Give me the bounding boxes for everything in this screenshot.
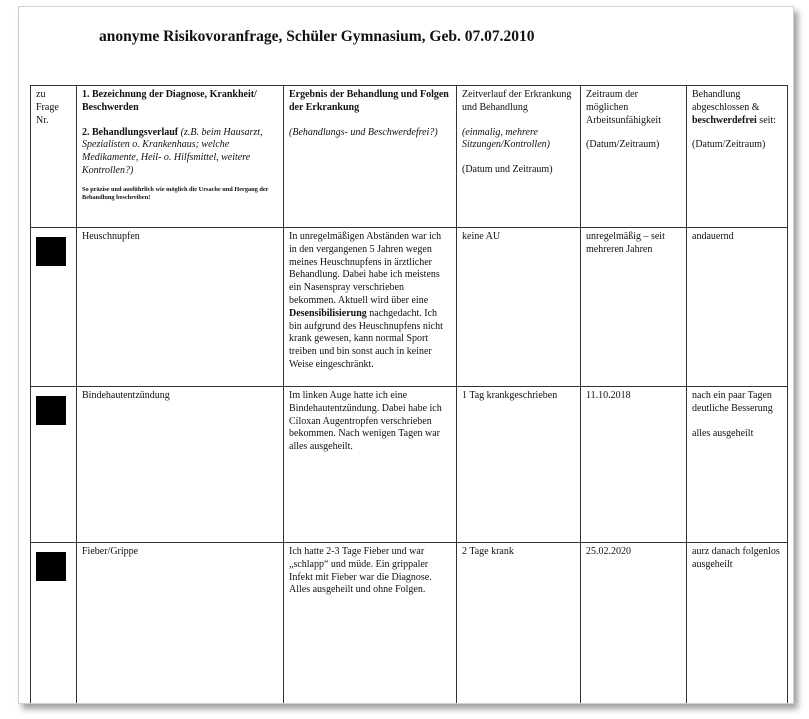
header-diagnosis-title: 1. Bezeichnung der Diagnose, Krankheit/ Beschwerden — [82, 89, 257, 113]
redacted-block — [36, 237, 66, 266]
incapacity-cell: 11.10.2018 — [581, 387, 687, 543]
header-timeline — [457, 86, 581, 228]
incapacity-cell: unregelmäßig – seit mehreren Jahren — [581, 228, 687, 387]
question-number-cell — [31, 387, 77, 543]
question-number-cell — [31, 228, 77, 387]
header-timeline-note: (Datum und Zeitraum) — [462, 164, 553, 176]
result-cell: In unregelmäßigen Abständen war ich in den vergangenen 5 Jahren wegen meines Heuschnupfens in ärztlicher Behandlung. Dabei habe ich meistens ein Nasenspray verschrieben bekommen. Aktuell wird über eine Desensibilisierung nachgedacht. Ich bin aufgrund des Heuschnupfens nicht krank gewesen, kann normal Sport treiben und bin sonst auch in keiner Weise eingeschränkt. — [284, 228, 457, 387]
header-result-hint: (Behandlungs- und Beschwerdefrei?) — [289, 126, 438, 138]
header-timeline-title: Zeitverlauf der Erkrankung und Behandlung — [462, 89, 572, 113]
completed-cell: aurz danach folgenlos ausgeheilt — [687, 543, 788, 705]
redacted-block — [36, 552, 66, 581]
header-incapacity — [581, 86, 687, 228]
table-row — [31, 228, 788, 387]
header-diagnosis — [77, 86, 284, 228]
timeline-cell: 2 Tage krank — [457, 543, 581, 705]
header-incapacity-note: (Datum/Zeitraum) — [586, 139, 660, 151]
header-diagnosis-note: So präzise und ausführlich wie möglich die Ursache und Hergang der Behandlung beschreiben! — [82, 185, 269, 201]
header-incapacity-title: Zeitraum der möglichen Arbeitsunfähigkeit — [586, 89, 661, 126]
header-treatment-hint: (z.B. beim Hausarzt, Spezialisten o. Krankenhaus; welche Medikamente, Heil- o. Hilfsmittel, weitere Kontrollen?) — [82, 126, 263, 176]
table-row — [31, 543, 788, 705]
header-result-title: Ergebnis der Behandlung und Folgen der Erkrankung — [289, 89, 449, 113]
header-result — [284, 86, 457, 228]
result-cell: Im linken Auge hatte ich eine Bindehautentzündung. Dabei habe ich Ciloxan Augentropfen verschrieben bekommen. Nach wenigen Tagen war alles ausgeheilt. — [284, 387, 457, 543]
header-completed-note: (Datum/Zeitraum) — [692, 139, 766, 151]
redacted-block — [36, 396, 66, 425]
timeline-cell: 1 Tag krankgeschrieben — [457, 387, 581, 543]
header-completed: Behandlung abgeschlossen & beschwerdefrei seit: (Datum/Zeitraum) — [687, 86, 788, 228]
document-title: anonyme Risikovoranfrage, Schüler Gymnasium, Geb. 07.07.2010 — [99, 28, 535, 45]
result-cell: Ich hatte 2-3 Tage Fieber und war „schlapp“ und müde. Ein grippaler Infekt mit Fieber war die Diagnose. Alles ausgeheilt und ohne Folgen. — [284, 543, 457, 705]
document-page — [18, 6, 794, 704]
timeline-cell: keine AU — [457, 228, 581, 387]
header-timeline-hint: (einmalig, mehrere Sitzungen/Kontrollen) — [462, 126, 550, 151]
header-question-number: zu Frage Nr. — [31, 86, 77, 228]
table-row — [31, 387, 788, 543]
diagnosis-cell: Bindehautentzündung — [77, 387, 284, 543]
risk-table — [30, 85, 788, 704]
incapacity-cell: 25.02.2020 — [581, 543, 687, 705]
header-treatment-title: 2. Behandlungsverlauf — [82, 126, 179, 138]
diagnosis-cell: Heuschnupfen — [77, 228, 284, 387]
question-number-cell — [31, 543, 77, 705]
diagnosis-cell: Fieber/Grippe — [77, 543, 284, 705]
completed-cell: nach ein paar Tagen deutliche Besserung alles ausgeheilt — [687, 387, 788, 543]
completed-cell: andauernd — [687, 228, 788, 387]
table-header-row — [31, 86, 788, 228]
